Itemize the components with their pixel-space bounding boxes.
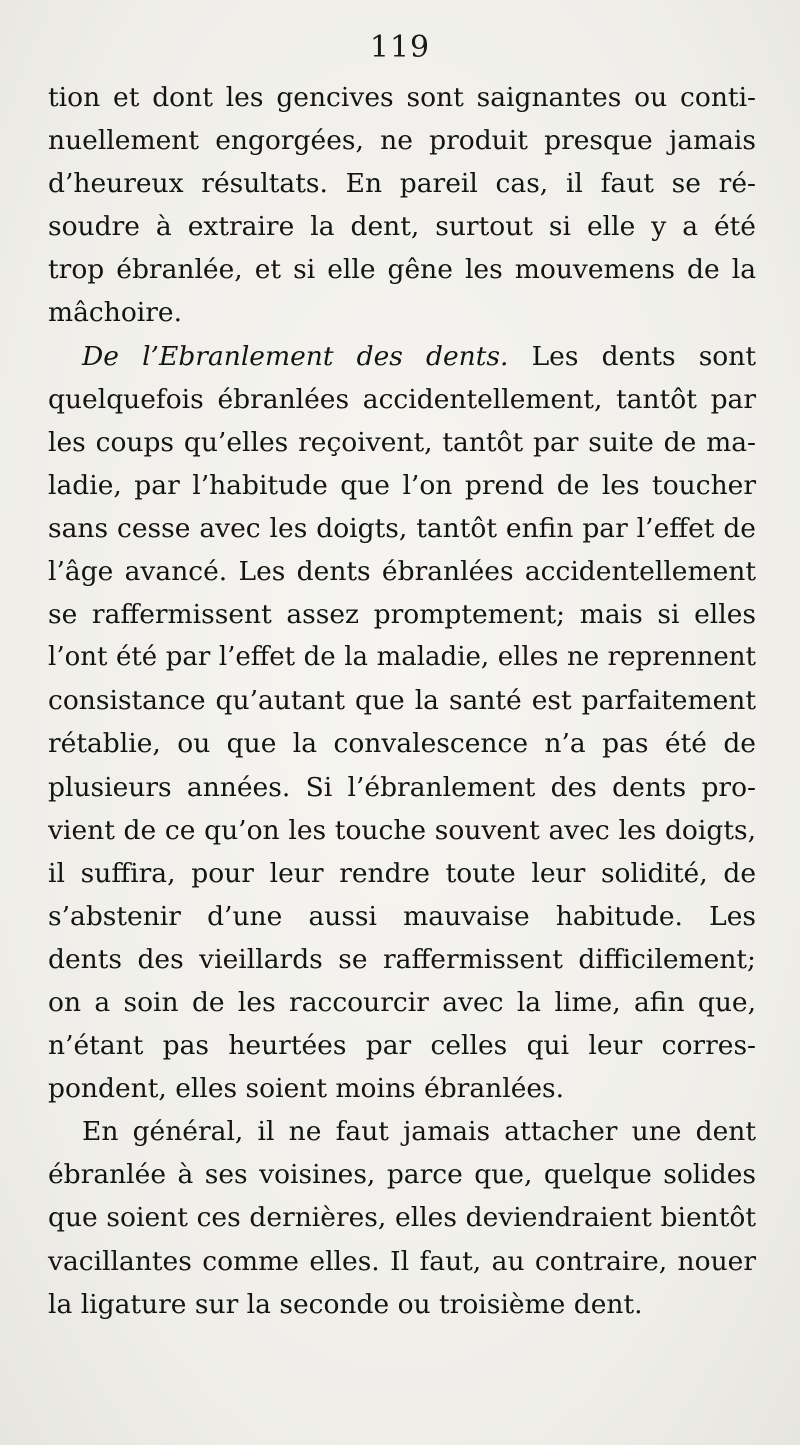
text-line: l’ont été par l’effet de la maladie, elles ne reprennent xyxy=(48,642,756,673)
paragraph-continuation xyxy=(48,76,756,335)
text-line: soudre à extraire la dent, surtout si elle y a été xyxy=(48,211,756,243)
text-line: s’abstenir d’une aussi mauvaise habitude. Les xyxy=(48,900,756,932)
body-text xyxy=(48,76,756,1326)
text-line: on a soin de les raccourcir avec la lime, afin que, xyxy=(48,986,756,1018)
paragraph-ebranlement xyxy=(48,335,756,1111)
text-fragment: Les dents sont xyxy=(531,340,756,372)
text-line: n’étant pas heurtées par celles qui leur corres- xyxy=(48,1030,756,1062)
text-line: sans cesse avec les doigts, tantôt enfin par l’effet de xyxy=(48,512,756,544)
section-heading: De l’Ebranlement des dents. xyxy=(82,340,509,372)
text-line: trop ébranlée, et si elle gêne les mouvemens de la xyxy=(48,254,756,286)
text-line: il suffira, pour leur rendre toute leur solidité, de xyxy=(48,857,756,889)
paragraph-general xyxy=(48,1110,756,1325)
text-line-with-heading xyxy=(48,335,756,378)
text-line: En général, il ne faut jamais attacher une dent xyxy=(82,1116,756,1148)
text-line: que soient ces dernières, elles deviendraient bientôt xyxy=(48,1202,756,1234)
text-line: plusieurs années. Si l’ébranlement des dents pro- xyxy=(48,771,756,803)
text-line: ébranlée à ses voisines, parce que, quelque solides xyxy=(48,1159,756,1191)
text-line: d’heureux résultats. En pareil cas, il faut se ré- xyxy=(48,168,756,200)
text-line: pondent, elles soient moins ébranlées. xyxy=(48,1073,565,1105)
text-line: mâchoire. xyxy=(48,297,183,329)
text-line: vient de ce qu’on les touche souvent avec les doigts, xyxy=(48,814,756,846)
text-line: consistance qu’autant que la santé est parfaitement xyxy=(48,685,756,717)
text-line: nuellement engorgées, ne produit presque jamais xyxy=(48,125,756,157)
text-line: quelquefois ébranlées accidentellement, tantôt par xyxy=(48,383,756,415)
text-line: dents des vieillards se raffermissent difficilement; xyxy=(48,943,756,975)
text-line: ladie, par l’habitude que l’on prend de les toucher xyxy=(48,469,756,501)
text-line: se raffermissent assez promptement; mais si elles xyxy=(48,599,756,631)
text-line: tion et dont les gencives sont saignantes ou conti- xyxy=(48,82,756,113)
text-line: rétablie, ou que la convalescence n’a pas été de xyxy=(48,728,756,760)
page-number: 119 xyxy=(369,30,431,65)
text-line: les coups qu’elles reçoivent, tantôt par suite de ma- xyxy=(48,426,756,458)
text-line: la ligature sur la seconde ou troisième dent. xyxy=(48,1288,643,1320)
text-line: l’âge avancé. Les dents ébranlées accidentellement xyxy=(48,556,756,588)
text-line: vacillantes comme elles. Il faut, au contraire, nouer xyxy=(48,1245,756,1277)
